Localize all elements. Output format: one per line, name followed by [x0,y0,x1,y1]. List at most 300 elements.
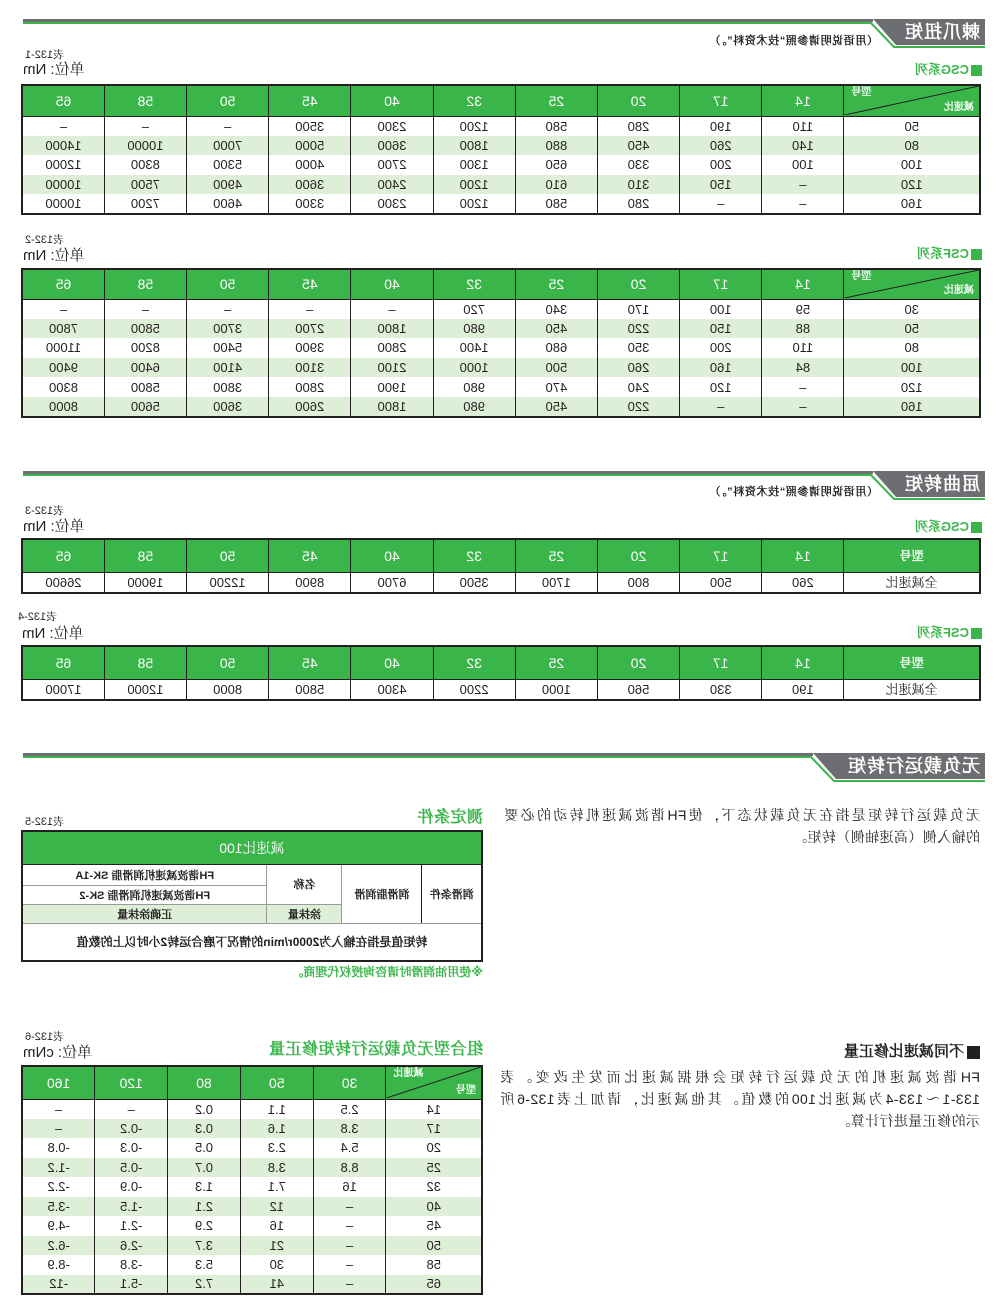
table-cell: 8900 [269,572,351,593]
row-header-cell: 14 [386,1099,482,1119]
row-header-cell: 58 [386,1255,482,1275]
corner-bottom-label: 减速比 [944,285,974,297]
table-cell: 6700 [351,572,433,593]
table-cell: 2700 [351,155,433,175]
table-cell: 8300 [104,155,186,175]
table-cell: 200 [680,155,762,175]
table-132-6-ratio-correction [21,1065,483,1295]
table-row [22,1236,482,1256]
table-cell: 980 [433,377,515,397]
table-cell: – [313,1236,386,1256]
table-row [22,377,980,397]
table-cell: 84 [762,358,844,378]
table-cell: 0.2 [168,1099,241,1119]
table-cell: 0.5 [168,1138,241,1158]
column-header: 50 [187,85,269,116]
row-header-cell: 160 [844,194,980,214]
table-cell: 2700 [269,319,351,339]
table-cell: 260 [680,136,762,156]
measurement-conditions-heading: 测定条件 [416,809,483,826]
table-cell: 9400 [22,358,104,378]
table-cell: 220 [597,397,679,417]
unit-label: 单位: Nm [22,625,84,642]
table-cell: 11000 [22,338,104,358]
corner-top-label: 减速比 [393,1068,424,1080]
table-cell: 1000 [433,358,515,378]
row-header-cell: 80 [844,136,980,156]
corner-header-cell [844,85,980,116]
table-body [22,679,980,700]
unit-label: 单位: Nm [23,61,85,78]
square-bullet-icon [971,249,982,260]
table-cell: -2.1 [95,1216,168,1236]
column-header: 58 [104,539,186,572]
ratio-correction-line-2: 133-1～133-4为减速比100的数值。其他减速比，请加上表132-6所 [500,1091,980,1107]
correction-table-title: 组合型无负载运行转矩修正量 [268,1041,483,1058]
table-header [22,539,980,572]
table-cell: -1.2 [22,1158,95,1178]
table-row [22,299,980,319]
table-cell: 5.3 [168,1255,241,1275]
table-cell: 5300 [187,155,269,175]
table-cell: 150 [680,319,762,339]
table-cell: 12000 [104,679,186,700]
table-cell: 880 [515,136,597,156]
column-header: 160 [22,1066,95,1099]
table-number: 表132-3 [25,505,65,517]
table-cell: – [104,299,186,319]
table-row [22,1197,482,1217]
table-body [22,116,980,214]
table-cell: 150 [680,175,762,195]
section-header-no-load-torque [0,752,1000,784]
series-name: CSF系列 [916,246,969,261]
column-header: 45 [269,269,351,299]
table-cell: 3.7 [168,1236,241,1256]
column-header: 40 [351,269,433,299]
table-cell: 12 [240,1197,313,1217]
table-cell: 7.1 [240,1177,313,1197]
table-row [22,1216,482,1236]
grease-name: FH谐波减速机润滑脂 SK-1A [22,864,267,885]
header-row [22,1066,482,1099]
column-header: 17 [680,646,762,679]
table-row [22,1138,482,1158]
table-cell: 100 [762,155,844,175]
corner-top-label: 型号 [851,271,872,283]
table-cell: 3600 [187,397,269,417]
table-cell: 41 [240,1275,313,1295]
table-cell: – [680,194,762,214]
column-header: 17 [680,85,762,116]
table-cell: 3800 [187,377,269,397]
column-header: 20 [597,269,679,299]
table-cell: 2100 [351,358,433,378]
row-header-cell: 160 [844,397,980,417]
table-cell: 88 [762,319,844,339]
table-cell: 200 [680,338,762,358]
table-cell: 1000 [515,679,597,700]
header-row [22,539,980,572]
table-cell: – [95,1099,168,1119]
table-cell: -2.2 [22,1177,95,1197]
column-header: 30 [313,1066,386,1099]
table-cell: – [313,1255,386,1275]
ratio-correction-line-1: FH谐波减速机的无负载运行转矩会根据减速比而发生改变。表 [500,1069,980,1085]
table-cell: – [22,1099,95,1119]
no-load-description-line-2: 的输入侧（高速轴侧）转矩。 [792,829,980,845]
corner-top-label: 型号 [851,87,872,99]
table-header [22,85,980,116]
table-132-3-csg-buckling-torque [21,538,981,594]
table-cell: 610 [515,175,597,195]
corner-box [387,1067,482,1098]
table-cell: 2.1 [168,1197,241,1217]
table-body [22,1099,482,1294]
unit-label: 单位: Nm [23,518,85,535]
column-header: 40 [351,646,433,679]
section-title: 无负载运行转矩 [847,756,980,776]
table-row [22,1158,482,1178]
table-header [22,1066,482,1099]
column-header: 65 [22,646,104,679]
table-cell: 5400 [187,338,269,358]
table-cell: 10000 [104,136,186,156]
column-header: 50 [187,646,269,679]
table-cell: -8.9 [22,1255,95,1275]
table-cell: 500 [515,358,597,378]
table-cell: – [762,175,844,195]
conditions-header-row [22,831,482,864]
table-cell: 190 [762,679,844,700]
table-cell: 2400 [351,175,433,195]
table-cell: -0.3 [95,1138,168,1158]
table-cell: -1.5 [95,1197,168,1217]
row-header-cell: 30 [844,299,980,319]
column-header: 25 [515,646,597,679]
row-header-cell: 120 [844,175,980,195]
column-header: 25 [515,539,597,572]
column-header: 20 [597,646,679,679]
table-cell: 240 [597,377,679,397]
table-cell: -0.8 [22,1138,95,1158]
column-header: 14 [762,85,844,116]
table-cell: 2.3 [240,1138,313,1158]
table-cell: 1800 [351,397,433,417]
table-cell: 1900 [351,377,433,397]
table-cell: 1.1 [240,1099,313,1119]
table-cell: – [762,397,844,417]
table-cell: -0.9 [95,1177,168,1197]
column-header: 25 [515,85,597,116]
column-header: 45 [269,539,351,572]
column-header: 120 [95,1066,168,1099]
table-cell: 140 [762,136,844,156]
table-cell: 2600 [269,397,351,417]
table-cell: -3.8 [95,1255,168,1275]
table-row [22,319,980,339]
table-cell: 4300 [351,679,433,700]
table-cell: 7800 [22,319,104,339]
row-header-cell: 17 [386,1119,482,1139]
column-header: 32 [433,646,515,679]
table-cell: 5600 [104,397,186,417]
unit-label: 单位: cNm [23,1044,93,1061]
table-cell: 330 [597,155,679,175]
column-header: 17 [680,269,762,299]
table-cell: 450 [515,319,597,339]
corner-header-cell: 型号 [844,646,980,679]
reduction-ratio-header: 减速比100 [22,831,482,864]
table-cell: 580 [515,194,597,214]
table-cell: – [187,116,269,136]
table-cell: 2.9 [168,1216,241,1236]
column-header: 58 [104,85,186,116]
table-cell: -0.5 [95,1158,168,1178]
table-cell: 19000 [104,572,186,593]
ratio-correction-heading [844,1043,980,1061]
table-cell: 5800 [104,319,186,339]
table-cell: – [351,299,433,319]
table-cell: 500 [680,572,762,593]
table-cell: 2800 [351,338,433,358]
table-cell: – [187,299,269,319]
table-cell: 110 [762,338,844,358]
table-cell: – [104,116,186,136]
corner-bottom-label: 减速比 [944,102,974,114]
row-header-cell: 40 [386,1197,482,1217]
table-cell: 1200 [433,116,515,136]
table-number: 表132-6 [25,1031,65,1043]
column-header: 50 [187,269,269,299]
series-name: CSG系列 [914,62,969,77]
table-cell: 340 [515,299,597,319]
corner-header-cell [386,1066,482,1099]
table-cell: 2200 [433,679,515,700]
table-cell: 1800 [433,136,515,156]
table-row [22,679,980,700]
conditions-remark-row [22,923,482,961]
table-cell: 3600 [269,175,351,195]
table-cell: 3700 [187,319,269,339]
series-name: CSG系列 [914,519,969,534]
amount-value: 正确涂抹量 [22,904,267,923]
header-row [22,85,980,116]
table-cell: 14000 [22,136,104,156]
table-cell: 8000 [22,397,104,417]
table-cell: 190 [680,116,762,136]
table-cell: 800 [597,572,679,593]
row-header-cell: 80 [844,338,980,358]
table-cell: 1400 [433,338,515,358]
row-header-cell: 50 [844,319,980,339]
table-cell: 280 [597,116,679,136]
lubrication-type: 润滑脂润滑 [342,864,422,923]
corner-box [845,86,980,115]
table-cell: 21 [240,1236,313,1256]
table-row [22,1275,482,1295]
table-cell: 170 [597,299,679,319]
table-cell: – [680,397,762,417]
table-cell: -0.2 [95,1119,168,1139]
row-header-cell: 120 [844,377,980,397]
series-label-csf [917,625,982,641]
table-cell: 120 [680,377,762,397]
table-cell: 59 [762,299,844,319]
table-row [22,1177,482,1197]
table-number: 表132-1 [25,49,65,61]
table-cell: 7200 [104,194,186,214]
table-cell: 10000 [22,175,104,195]
table-cell: 260 [597,358,679,378]
section-title: 屈曲转矩 [904,474,980,494]
table-cell: 350 [597,338,679,358]
table-cell: 2300 [351,194,433,214]
grease-name: FH谐波减速机润滑脂 SK-2 [22,885,267,904]
table-cell: 4000 [269,155,351,175]
table-cell: 7000 [187,136,269,156]
table-cell: 100 [680,299,762,319]
lubrication-condition-label: 润滑条件 [422,864,482,923]
table-row [22,175,980,195]
table-cell: 3500 [433,572,515,593]
table-body [22,299,980,417]
table-cell: 5800 [104,377,186,397]
table-cell: 4100 [187,358,269,378]
table-cell: 30 [240,1255,313,1275]
section-title: 棘爪扭矩 [904,22,980,42]
table-cell: -2.6 [95,1236,168,1256]
corner-box [845,270,980,298]
table-cell: 680 [515,338,597,358]
table-cell: 310 [597,175,679,195]
table-cell: 8.8 [313,1158,386,1178]
table-132-5-measurement-conditions [21,830,483,962]
column-header: 14 [762,646,844,679]
terminology-note: （用语说明请参照“技术资料”。） [708,35,878,47]
column-header: 32 [433,269,515,299]
column-header: 65 [22,85,104,116]
column-header: 45 [269,85,351,116]
table-cell: 8000 [187,679,269,700]
column-header: 45 [269,646,351,679]
table-header [22,269,980,299]
table-cell: 10000 [22,194,104,214]
table-cell: 470 [515,377,597,397]
table-cell: 3300 [269,194,351,214]
row-header-cell: 100 [844,358,980,378]
table-132-2-csf-pawl-torque [21,268,981,418]
table-cell: – [313,1275,386,1295]
table-cell: 17000 [22,679,104,700]
table-row [22,194,980,214]
table-cell: 3900 [269,338,351,358]
table-cell: – [762,377,844,397]
table-number: 表132-2 [25,234,65,246]
table-cell: 8200 [104,338,186,358]
table-cell: 110 [762,116,844,136]
column-header: 40 [351,85,433,116]
table-cell: 450 [515,397,597,417]
table-cell: – [313,1216,386,1236]
table-cell: 330 [680,679,762,700]
table-cell: – [313,1197,386,1217]
table-cell: – [22,116,104,136]
table-cell: 2.5 [313,1099,386,1119]
table-cell: 560 [597,679,679,700]
square-bullet-icon [971,522,982,533]
table-cell: 220 [597,319,679,339]
column-header: 65 [22,269,104,299]
oil-lubrication-footnote: ※使用油润滑时请咨询授权代理商。 [291,965,483,979]
ratio-correction-line-3: 示的修正量进行计算。 [836,1113,980,1129]
table-row [22,1099,482,1119]
square-bullet-icon [971,628,982,639]
table-row [22,397,980,417]
table-cell: – [762,194,844,214]
table-cell: 4900 [187,175,269,195]
table-cell: 8300 [22,377,104,397]
terminology-note: （用语说明请参照“技术资料”。） [708,486,878,498]
table-cell: 7.2 [168,1275,241,1295]
table-cell: 260 [762,572,844,593]
column-header: 17 [680,539,762,572]
table-row [22,1255,482,1275]
column-header: 14 [762,539,844,572]
name-label: 名称 [267,864,342,904]
corner-header-cell: 型号 [844,539,980,572]
column-header: 25 [515,269,597,299]
table-cell: 12200 [187,572,269,593]
table-cell: 980 [433,319,515,339]
table-cell: -4.9 [22,1216,95,1236]
table-number: 表132-5 [25,816,65,828]
column-header: 80 [168,1066,241,1099]
row-header-cell: 50 [386,1236,482,1256]
row-header-cell: 50 [844,116,980,136]
table-cell: -3.5 [22,1197,95,1217]
table-cell: 5.4 [313,1138,386,1158]
series-label-csg [915,519,982,535]
no-load-description-line-1: 无负载运行转矩是指在无负载状态下，使FH谐波减速机转动的必要 [504,807,980,823]
table-cell: 720 [433,299,515,319]
table-cell: 5800 [269,679,351,700]
table-number: 表132-4 [18,611,58,623]
table-cell: 16 [240,1216,313,1236]
table-cell: – [269,299,351,319]
table-cell: 4600 [187,194,269,214]
table-header [22,646,980,679]
table-cell: 16 [313,1177,386,1197]
table-cell: 12000 [22,155,104,175]
row-header-cell: 32 [386,1177,482,1197]
table-cell: 1.6 [240,1119,313,1139]
square-bullet-icon [971,65,982,76]
table-cell: 26600 [22,572,104,593]
row-header-cell: 25 [386,1158,482,1178]
table-cell: 1800 [351,319,433,339]
table-row [22,116,980,136]
table-row [22,155,980,175]
table-cell: 650 [515,155,597,175]
table-cell: 3600 [351,136,433,156]
table-cell: 2300 [351,116,433,136]
table-cell: 7500 [104,175,186,195]
corner-bottom-label: 型号 [456,1085,476,1097]
table-cell: 280 [597,194,679,214]
table-cell: 1200 [433,194,515,214]
table-cell: – [22,299,104,319]
